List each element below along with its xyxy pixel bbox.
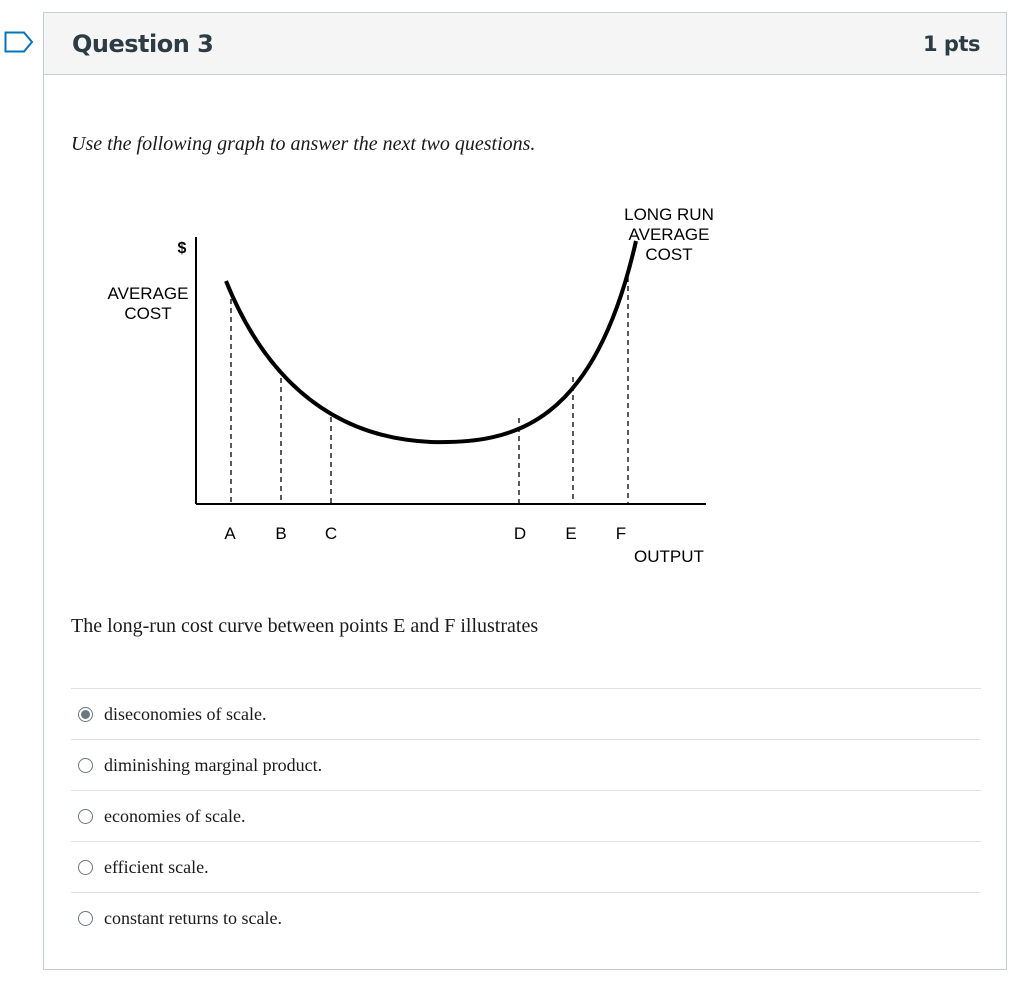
y-axis-symbol: $: [177, 240, 187, 257]
point-label-e: E: [565, 524, 577, 543]
radio-button-selected[interactable]: [78, 707, 93, 722]
question-points: 1 pts: [923, 32, 980, 56]
answer-label[interactable]: economies of scale.: [104, 805, 246, 826]
answer-option[interactable]: [71, 688, 981, 739]
radio-button[interactable]: [78, 911, 93, 926]
x-axis-label: OUTPUT: [634, 547, 704, 566]
point-label-d: D: [513, 524, 527, 543]
radio-button[interactable]: [78, 809, 93, 824]
point-label-c: C: [324, 524, 338, 543]
answer-option[interactable]: [71, 790, 981, 841]
answer-option[interactable]: [71, 739, 981, 790]
question-card: [43, 12, 1007, 970]
lrac-curve: [226, 241, 636, 442]
answer-option[interactable]: [71, 841, 981, 892]
point-label-a: A: [224, 524, 236, 543]
long-run-average-cost-graph: [94, 185, 714, 575]
answer-option[interactable]: [71, 892, 981, 943]
point-label-f: F: [615, 524, 627, 543]
y-axis-label-line1: AVERAGE: [107, 284, 189, 303]
answer-label[interactable]: diseconomies of scale.: [104, 703, 267, 724]
y-axis-label-line2: COST: [124, 304, 172, 323]
answer-label[interactable]: efficient scale.: [104, 856, 209, 877]
question-header: [44, 13, 1006, 75]
point-label-b: B: [275, 524, 287, 543]
answer-label[interactable]: constant returns to scale.: [104, 907, 282, 928]
radio-button[interactable]: [78, 860, 93, 875]
curve-label-line1: LONG RUN: [624, 205, 714, 224]
radio-button[interactable]: [78, 758, 93, 773]
curve-label-line2: AVERAGE: [628, 225, 710, 244]
curve-label-line3: COST: [645, 245, 693, 264]
answer-label[interactable]: diminishing marginal product.: [104, 754, 323, 775]
flag-question-icon[interactable]: [4, 31, 34, 53]
question-instruction: Use the following graph to answer the next two questions.: [71, 133, 536, 155]
answer-list: [71, 688, 981, 943]
question-title: Question 3: [72, 30, 214, 58]
question-prompt: The long-run cost curve between points E and F illustrates: [71, 615, 539, 637]
